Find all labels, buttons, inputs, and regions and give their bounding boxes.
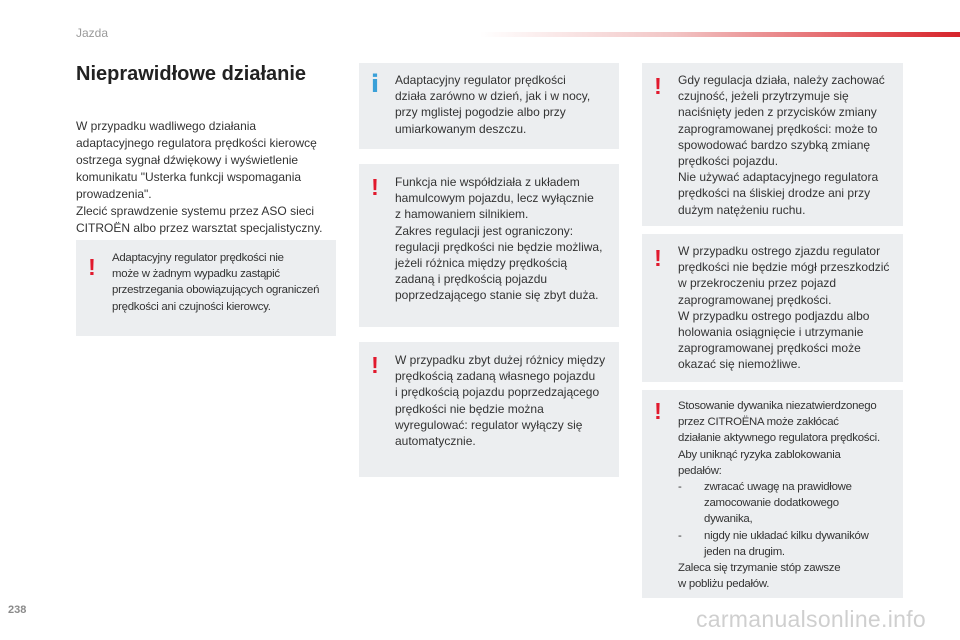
intro-line: ostrzega sygnał dźwiękowy i wyświetlenie: [76, 153, 299, 167]
warning-box-floor-mats: [642, 390, 903, 598]
section-header: Jazda: [76, 26, 109, 40]
warning-box-speed-difference: [359, 342, 619, 477]
list-item: - zwracać uwagę na prawidłowe zamocowanie dodatkowego dywanika,: [678, 481, 852, 526]
warning-text: Funkcja nie współdziała z układem hamulcowym pojazdu, lecz wyłącznie z hamowaniem silnikiem. Zakres regulacji jest ograniczony: regulacji prędkości nie będzie możliwa, jeżeli różnica między prędkością zadaną i prędkością pojazdu poprzedzającego stanie się zbyt duża.: [395, 175, 603, 303]
warning-text: Gdy regulacja działa, należy zachować czujność, jeżeli przytrzymuje się naciśnięty jeden z przycisków zmiany zaprogramowanej prędkości: może to spowodować bardzo szybką zmianę prędkości pojazdu. Nie używać adaptacyjnego regulatora prędkości na śliskiej drodze ani przy dużym natężeniu ruchu.: [678, 73, 885, 217]
intro-paragraph: [76, 118, 338, 237]
warning-text: W przypadku ostrego zjazdu regulator prędkości nie będzie mógł przeszkodzić w przekroczeniu przez pojazd zaprogramowanej prędkości. W przypadku ostrego podjazdu albo holowania osiągnięcie i utrzymanie zaprogramowanej prędkości może okazać się niemożliwe.: [678, 244, 890, 372]
warning-box-speed-buttons: [642, 63, 903, 226]
header-accent-bar: [480, 32, 960, 37]
warning-box-engine-braking: [359, 164, 619, 327]
warning-text: Stosowanie dywanika niezatwierdzonego przez CITROËNA może zakłócać działanie aktywnego regulatora prędkości. Aby uniknąć ryzyka zablokowania pedałów: - zwracać uwagę na prawidłowe zamocowanie dodatkowego dywanika, - nigdy nie układać kilku dywaników jeden na drugim. Zaleca się trzymanie stóp zawsze w pobliżu pedałów.: [678, 398, 897, 592]
intro-line: W przypadku wadliwego działania: [76, 119, 257, 133]
warning-text: W przypadku zbyt dużej różnicy między prędkością zadaną własnego pojazdu i prędkością pojazdu poprzedzającego prędkości nie będzie można wyregulować: regulator wyłączy się automatycznie.: [395, 353, 606, 449]
warning-box-steep-slopes: [642, 234, 903, 382]
warning-icon: !: [654, 398, 662, 424]
intro-line: adaptacyjnego regulatora prędkości kierowcę: [76, 136, 317, 150]
intro-line: CITROËN albo przez warsztat specjalistyczny.: [76, 221, 323, 235]
intro-line: prowadzenia".: [76, 187, 152, 201]
info-text: Adaptacyjny regulator prędkości działa zarówno w dzień, jak i w nocy, przy mglistej pogodzie albo przy umiarkowanym deszczu.: [395, 73, 591, 136]
warning-icon: !: [88, 254, 96, 280]
warning-icon: !: [371, 352, 379, 378]
list-item: - nigdy nie układać kilku dywaników jeden na drugim.: [678, 529, 869, 558]
warning-icon: !: [371, 174, 379, 200]
intro-line: Zlecić sprawdzenie systemu przez ASO sieci: [76, 204, 315, 218]
intro-line: komunikatu "Usterka funkcji wspomagania: [76, 170, 302, 184]
info-box-operating-conditions: [359, 63, 619, 149]
page-title: Nieprawidłowe działanie: [76, 63, 307, 85]
page-number: 238: [8, 604, 27, 616]
info-icon: i: [370, 70, 380, 98]
watermark: carmanualsonline.info: [695, 606, 926, 632]
warning-text: Adaptacyjny regulator prędkości nie może w żadnym wypadku zastąpić przestrzegania obowiązujących ograniczeń prędkości ani czujności kierowcy.: [112, 252, 320, 313]
warning-box-driver-vigilance: [76, 240, 336, 336]
warning-icon: !: [654, 245, 662, 271]
warning-icon: !: [654, 73, 662, 99]
